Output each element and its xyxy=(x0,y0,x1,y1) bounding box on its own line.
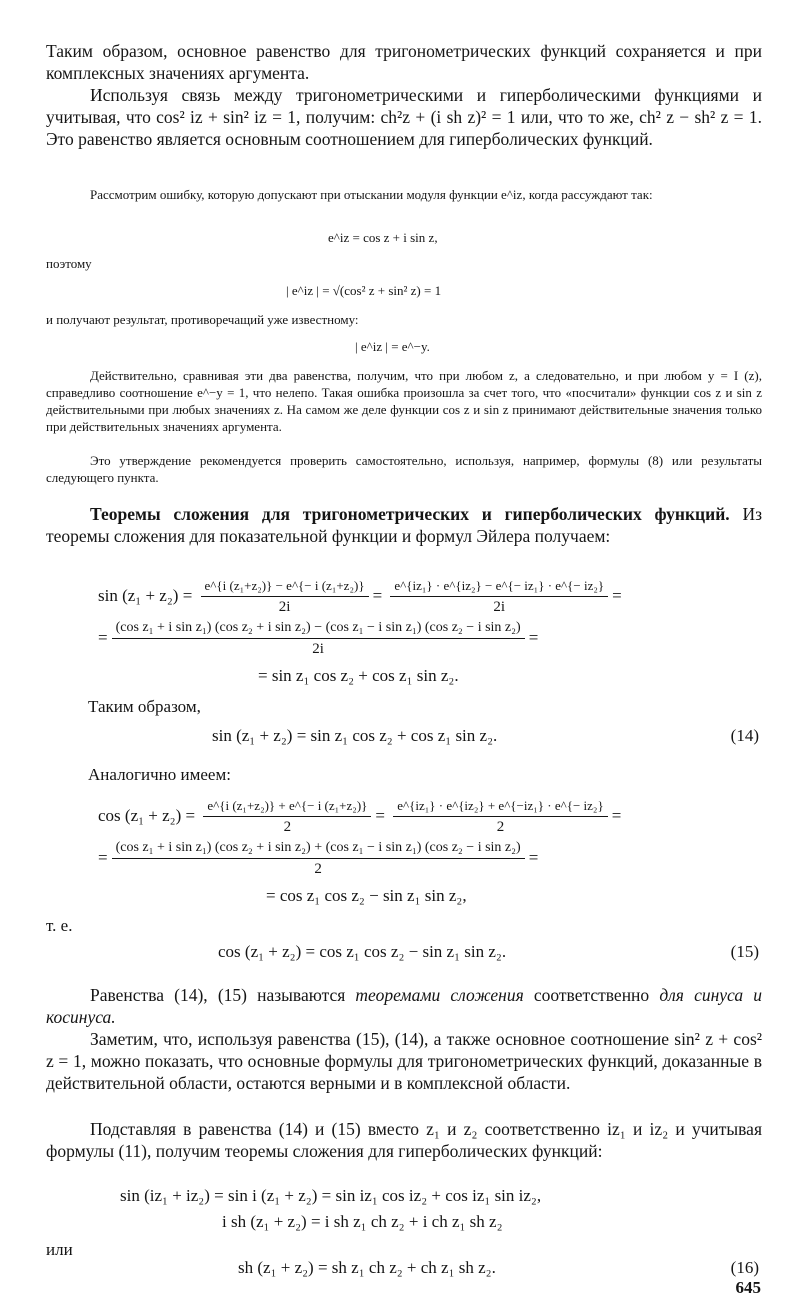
equation-cos-sum-expansion: cos (z₁ + z₂) = $\frac{\text{e\textasciicircum{}\{i (z₁+z₂)\} + e\textasciicircum{}\{− i (z₁+z₂)\}}}{2}$ = $\frac{\text{e\textasciicircum{}\{iz₁\} · e\textasciicircum{}\{iz₂\} + e\textasciicircum{}\{−iz₁\} · e\textasciicircum{}\{− iz₂\}}}{2}$ = xyxy=(98,798,622,835)
text-or: или xyxy=(46,1240,73,1259)
paragraph-substitution xyxy=(46,1118,762,1162)
text-result: и получают результат, противоречащий уже известному: xyxy=(46,312,359,327)
heading-continuation: Из теоремы сложения для показательной функции и формул Эйлера получаем: xyxy=(46,504,763,546)
text-ie: т. е. xyxy=(46,916,73,935)
paragraph-intro xyxy=(46,40,762,84)
fraction: (cos z₁ + i sin z₁) (cos z₂ + i sin z₂) + (cos z₁ − i sin z₁) (cos z₂ − i sin z₂) 2 xyxy=(112,840,525,878)
equation-cos-sum-result: = cos z₁ cos z₂ − sin z₁ sin z₂, xyxy=(266,886,467,905)
paragraph-note xyxy=(46,1028,762,1094)
paragraph-text: Рассмотрим ошибку, которую допускают при отыскании модуля функции e^iz, когда рассуждают так: xyxy=(90,187,653,202)
equation-15: cos (z₁ + z₂) = cos z₁ cos z₂ − sin z₁ sin z₂. xyxy=(218,942,507,961)
word-therefore: поэтому xyxy=(46,256,92,271)
fraction: $\frac{\text{e\textasciicircum{}\{iz₁\} · e\textasciicircum{}\{iz₂\} − e\textasciicircum{}\{− iz₁\} · e\textasciicircum{}\{− iz₂\}}}{2i}$ xyxy=(390,578,608,616)
equation-lhs: cos (z₁ + z₂) = xyxy=(98,805,196,825)
equation-sin-sum-result: = sin z₁ cos z₂ + cos z₁ sin z₂. xyxy=(258,666,459,685)
paragraph-text: Используя связь между тригонометрическими и гиперболическими функциями и учитывая, что cos² iz + sin² iz = 1, получим: ch²z + (i sh z)² = 1 или, что то же, ch² z − sh² z = 1. Это равенство является основным соотношением для гиперболических функций. xyxy=(46,85,762,149)
fraction: $\frac{\text{e\textasciicircum{}\{i (z₁+z₂)\} + e\textasciicircum{}\{− i (z₁+z₂)\}}}{2}$ xyxy=(203,798,371,836)
equation-number-16: (16) xyxy=(730,1258,759,1277)
fraction: (cos z₁ + i sin z₁) (cos z₂ + i sin z₂) − (cos z₁ − i sin z₁) (cos z₂ − i sin z₂) 2i xyxy=(112,620,525,658)
text-similarly: Аналогично имеем: xyxy=(88,765,231,784)
section-heading: Теоремы сложения для тригонометрических и гиперболических функций. xyxy=(90,504,730,524)
equation-hyperbolic-1: sin (iz₁ + iz₂) = sin i (z₁ + z₂) = sin iz₁ cos iz₂ + cos iz₁ sin iz₂, xyxy=(120,1186,542,1205)
small-paragraph-error xyxy=(46,186,762,203)
emphasis-term: для синуса и косинуса. xyxy=(46,985,763,1027)
equation-number-14: (14) xyxy=(730,726,759,745)
equation-modulus-known: | e^iz | = e^−y. xyxy=(355,339,430,354)
paragraph-text: Заметим, что, используя равенства (15), (14), а также основное соотношение sin² z + cos² z = 1, можно показать, что основные формулы для тригонометрических функций, доказанные в действительной области, остаются верными и в комплексной области. xyxy=(46,1029,762,1093)
equation-lhs: sin (z₁ + z₂) = xyxy=(98,585,193,605)
page-number: 645 xyxy=(735,1278,761,1297)
equation-cos-sum-line2: = (cos z₁ + i sin z₁) (cos z₂ + i sin z₂) + (cos z₁ − i sin z₁) (cos z₂ − i sin z₂) 2 = xyxy=(98,840,539,877)
equation-sin-sum-line2: = (cos z₁ + i sin z₁) (cos z₂ + i sin z₂) − (cos z₁ − i sin z₁) (cos z₂ − i sin z₂) 2i = xyxy=(98,620,539,657)
equation-modulus: | e^iz | = √(cos² z + sin² z) = 1 xyxy=(286,283,442,298)
paragraph-hyperbolic-identity xyxy=(46,84,762,150)
paragraph-theorem-names: Равенства (14), (15) называются теоремами сложения соответственно для синуса и косинуса. xyxy=(46,985,763,1027)
fraction: $\frac{\text{e\textasciicircum{}\{iz₁\} · e\textasciicircum{}\{iz₂\} + e\textasciicircum{}\{−iz₁\} · e\textasciicircum{}\{− iz₂\}}}{2}$ xyxy=(393,798,607,836)
paragraph-text: Действительно, сравнивая эти два равенства, получим, что при любом z, а следовательно, и при любом y = I (z), справедливо соотношение e^−y = 1, что нелепо. Такая ошибка произошла за счет того, что «посчитали» функции cos z и sin z действительными при любых значениях z. На самом же деле функции cos z и sin z принимают действительные значения только при действительных значениях аргумента. xyxy=(46,368,762,434)
paragraph-text: Подставляя в равенства (14) и (15) вместо z₁ и z₂ соответственно iz₁ и iz₂ и учитывая формулы (11), получим теоремы сложения для гиперболических функций: xyxy=(46,1119,762,1161)
section-heading-block xyxy=(46,503,762,547)
paragraph-text: Таким образом, основное равенство для тригонометрических функций сохраняется и при комплексных значениях аргумента. xyxy=(46,41,762,83)
fraction: $\frac{\text{e\textasciicircum{}\{i (z₁+z₂)\} − e\textasciicircum{}\{− i (z₁+z₂)\}}}{2i}$ xyxy=(201,578,369,616)
small-paragraph-explanation xyxy=(46,367,762,435)
equation-euler: e^iz = cos z + i sin z, xyxy=(328,230,438,245)
equation-number-15: (15) xyxy=(730,942,759,961)
equation-16: sh (z₁ + z₂) = sh z₁ ch z₂ + ch z₁ sh z₂. xyxy=(238,1258,496,1277)
small-paragraph-exercise xyxy=(46,452,762,486)
equation-14: sin (z₁ + z₂) = sin z₁ cos z₂ + cos z₁ sin z₂. xyxy=(212,726,498,745)
emphasis-term: теоремами сложения xyxy=(355,985,524,1005)
text-thus: Таким образом, xyxy=(88,697,201,716)
paragraph-text: Это утверждение рекомендуется проверить самостоятельно, используя, например, формулы (8) или результаты следующего пункта. xyxy=(46,453,762,485)
equation-hyperbolic-2: i sh (z₁ + z₂) = i sh z₁ ch z₂ + i ch z₁ sh z₂ xyxy=(222,1212,503,1231)
equation-sin-sum-expansion: sin (z₁ + z₂) = $\frac{\text{e\textasciicircum{}\{i (z₁+z₂)\} − e\textasciicircum{}\{− i (z₁+z₂)\}}}{2i}$ = $\frac{\text{e\textasciicircum{}\{iz₁\} · e\textasciicircum{}\{iz₂\} − e\textasciicircum{}\{− iz₁\} · e\textasciicircum{}\{− iz₂\}}}{2i}$ = xyxy=(98,578,622,615)
